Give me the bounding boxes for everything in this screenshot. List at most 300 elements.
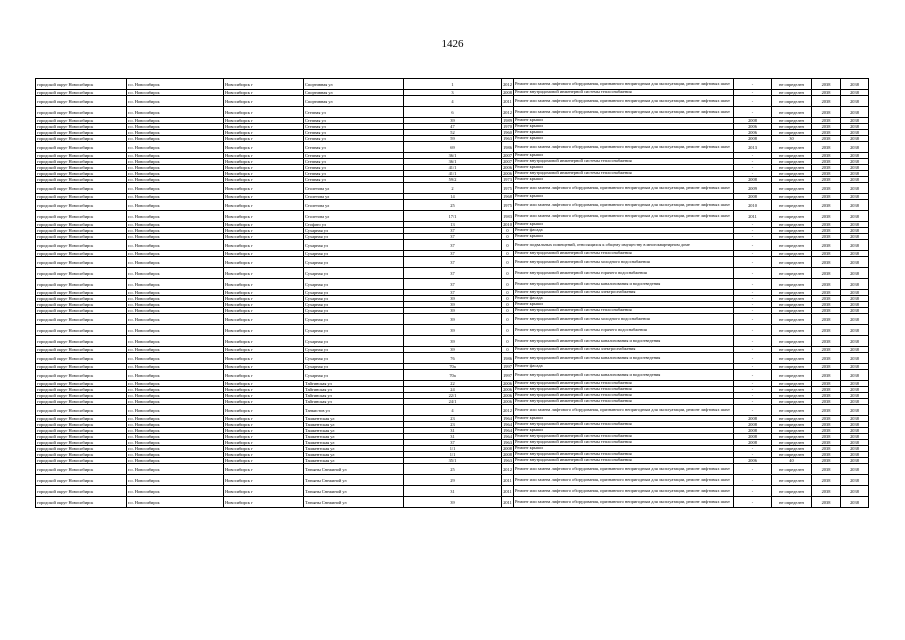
start-year-cell: 2038 [812,257,841,268]
district-cell: г.о. Новосибирск [127,171,224,177]
work-type-cell: Ремонт внутридомовой инженерной системы теплоснабжения [514,399,734,405]
work-type-cell: Ремонт фасада [514,296,734,302]
house-number-cell: 14 [404,194,502,200]
start-year-cell: 2038 [812,124,841,130]
municipality-cell: городской округ Новосибирск [36,325,127,336]
start-year-cell: 2038 [812,325,841,336]
street-cell: Сухарная ул [304,308,404,314]
cost-cell: не определен [772,434,812,440]
district-cell: г.о. Новосибирск [127,279,224,290]
street-cell: Столетова ул [304,194,404,200]
year-built-cell: 0 [502,240,514,251]
end-year-cell: 2038 [841,393,869,399]
city-cell: Новосибирск г [224,434,304,440]
work-type-cell: Ремонт или замена лифтового оборудования, признанного непригодным для эксплуатации, ремонт лифтовых шахт [514,200,734,211]
district-cell: г.о. Новосибирск [127,90,224,96]
house-number-cell: 31 [404,486,502,497]
last-repair-year-cell: 2008 [734,194,772,200]
district-cell: г.о. Новосибирск [127,183,224,194]
city-cell: Новосибирск г [224,370,304,381]
city-cell: Новосибирск г [224,393,304,399]
house-number-cell: 37 [404,240,502,251]
end-year-cell: 2038 [841,194,869,200]
table-row [36,405,869,416]
year-built-cell: 0 [502,302,514,308]
municipality-cell: городской округ Новосибирск [36,353,127,364]
municipality-cell: городской округ Новосибирск [36,336,127,347]
last-repair-year-cell: - [734,387,772,393]
street-cell: Тайгинская ул [304,399,404,405]
house-number-cell: 69 [404,142,502,153]
street-cell: Сухарная ул [304,302,404,308]
district-cell: г.о. Новосибирск [127,353,224,364]
end-year-cell: 2038 [841,142,869,153]
start-year-cell: 2038 [812,79,841,90]
cost-cell: не определен [772,107,812,118]
street-cell: Сухарная ул [304,257,404,268]
cost-cell: не определен [772,211,812,222]
district-cell: г.о. Новосибирск [127,194,224,200]
table-row [36,268,869,279]
end-year-cell: 2038 [841,452,869,458]
last-repair-year-cell: - [734,107,772,118]
year-built-cell: 2011 [502,486,514,497]
street-cell: Ташкентская ул [304,416,404,422]
street-cell: Тайгинская ул [304,387,404,393]
start-year-cell: 2038 [812,222,841,228]
year-built-cell: 1964 [503,428,512,433]
work-type-cell: Ремонт крыши [514,136,734,142]
street-cell: Степная ул [304,124,404,130]
city-cell: Новосибирск г [224,234,304,240]
city-cell: Новосибирск г [224,159,304,165]
street-cell: Татьяны Снежиной ул [304,486,404,497]
municipality-cell: городской округ Новосибирск [36,228,127,234]
year-built-cell: 2007 [503,153,512,158]
municipality-cell: городской округ Новосибирск [36,405,127,416]
last-repair-year-cell: - [734,381,772,387]
cost-cell: не определен [772,416,812,422]
work-type-cell: Ремонт крыши [514,222,734,228]
district-cell: г.о. Новосибирск [127,308,224,314]
district-cell: г.о. Новосибирск [127,486,224,497]
start-year-cell: 2038 [812,228,841,234]
city-cell: Новосибирск г [224,79,304,90]
table-row [36,200,869,211]
year-built-cell: 0 [502,336,514,347]
work-type-cell: Ремонт крыши [514,446,734,452]
last-repair-year-cell: - [734,452,772,458]
house-number-cell: 70a [404,370,502,381]
district-cell: г.о. Новосибирск [127,405,224,416]
house-number-cell: 31 [404,428,502,434]
city-cell: Новосибирск г [224,416,304,422]
house-number-cell: 39 [404,325,502,336]
district-cell: г.о. Новосибирск [127,257,224,268]
municipality-cell: городской округ Новосибирск [36,165,127,171]
street-cell: Степная ул [304,107,404,118]
start-year-cell: 2038 [812,153,841,159]
municipality-cell: городской округ Новосибирск [36,446,127,452]
street-cell: Степная ул [304,177,404,183]
street-cell: Сухарная ул [304,251,404,257]
start-year-cell: 2038 [812,347,841,353]
start-year-cell: 2038 [812,497,841,508]
municipality-cell: городской округ Новосибирск [36,268,127,279]
street-cell: Тайгинская ул [304,393,404,399]
cost-cell: не определен [772,302,812,308]
city-cell: Новосибирск г [224,347,304,353]
table-row [36,183,869,194]
district-cell: г.о. Новосибирск [127,251,224,257]
cost-cell: не определен [772,251,812,257]
district-cell: г.о. Новосибирск [127,200,224,211]
cost-cell: не определен [772,234,812,240]
city-cell: Новосибирск г [224,353,304,364]
district-cell: г.о. Новосибирск [127,228,224,234]
end-year-cell: 2038 [841,475,869,486]
start-year-cell: 2038 [812,159,841,165]
street-cell: Танкистов ул [304,405,404,416]
start-year-cell: 2038 [812,118,841,124]
district-cell: г.о. Новосибирск [127,452,224,458]
cost-cell: не определен [772,222,812,228]
end-year-cell: 2038 [841,240,869,251]
cost-cell: не определен [772,370,812,381]
last-repair-year-cell: 2010 [734,200,772,211]
house-number-cell: 22 [404,381,502,387]
city-cell: Новосибирск г [224,107,304,118]
last-repair-year-cell: 2011 [734,211,772,222]
year-built-cell: 1963 [503,440,512,445]
street-cell: Ташкентская ул [304,440,404,446]
cost-cell: не определен [772,452,812,458]
district-cell: г.о. Новосибирск [127,96,224,107]
last-repair-year-cell: - [734,290,772,296]
start-year-cell: 2038 [812,458,841,464]
year-built-cell: 0 [502,347,514,353]
last-repair-year-cell: 2009 [734,183,772,194]
city-cell: Новосибирск г [224,240,304,251]
end-year-cell: 2038 [841,177,869,183]
cost-cell: не определен [772,347,812,353]
district-cell: г.о. Новосибирск [127,497,224,508]
street-cell: Татьяны Снежиной ул [304,497,404,508]
work-type-cell: Ремонт подвальных помещений, относящихся к общему имуществу в многоквартирном доме [514,240,734,251]
municipality-cell: городской округ Новосибирск [36,475,127,486]
end-year-cell: 2038 [841,353,869,364]
street-cell: Сухарная ул [304,347,404,353]
district-cell: г.о. Новосибирск [127,475,224,486]
last-repair-year-cell: 2013 [734,142,772,153]
city-cell: Новосибирск г [224,257,304,268]
last-repair-year-cell: - [734,370,772,381]
municipality-cell: городской округ Новосибирск [36,370,127,381]
start-year-cell: 2038 [812,405,841,416]
start-year-cell: 2038 [812,364,841,370]
table-row [36,497,869,508]
start-year-cell: 2038 [812,177,841,183]
cost-cell: не определен [772,497,812,508]
municipality-cell: городской округ Новосибирск [36,486,127,497]
work-type-cell: Ремонт внутридомовой инженерной системы горячего водоснабжения [514,268,734,279]
house-number-cell: 29 [404,475,502,486]
house-number-cell: 1/1 [404,446,502,452]
start-year-cell: 2038 [812,440,841,446]
start-year-cell: 2038 [812,464,841,475]
district-cell: г.о. Новосибирск [127,336,224,347]
year-built-cell: 2010 [503,222,512,227]
street-cell: Сухарная ул [304,353,404,364]
year-built-cell: 2012 [502,405,514,416]
last-repair-year-cell: - [734,347,772,353]
house-number-cell: 24 [404,387,502,393]
municipality-cell: городской округ Новосибирск [36,452,127,458]
district-cell: г.о. Новосибирск [127,393,224,399]
start-year-cell: 2038 [812,96,841,107]
street-cell: Столетова ул [304,183,404,194]
last-repair-year-cell: 2008 [734,428,772,434]
street-cell: Сухарная ул [304,325,404,336]
cost-cell: не определен [772,268,812,279]
end-year-cell: 2038 [841,124,869,130]
start-year-cell: 2038 [812,194,841,200]
municipality-cell: городской округ Новосибирск [36,387,127,393]
last-repair-year-cell: - [734,464,772,475]
street-cell: Стофато ул [304,222,404,228]
end-year-cell: 2038 [841,302,869,308]
last-repair-year-cell: - [734,475,772,486]
cost-cell: не определен [772,228,812,234]
start-year-cell: 2038 [812,200,841,211]
year-built-cell: 2012 [502,107,514,118]
start-year-cell: 2038 [812,428,841,434]
work-type-cell: Ремонт крыши [514,165,734,171]
city-cell: Новосибирск г [224,165,304,171]
street-cell: Спортивная ул [304,79,404,90]
end-year-cell: 2038 [841,370,869,381]
house-number-cell: 13 [404,222,502,228]
municipality-cell: городской округ Новосибирск [36,308,127,314]
municipality-cell: городской округ Новосибирск [36,251,127,257]
end-year-cell: 2038 [841,405,869,416]
house-number-cell: 24/1 [404,399,502,405]
last-repair-year-cell: - [734,399,772,405]
year-built-cell: 1968 [503,194,512,199]
city-cell: Новосибирск г [224,497,304,508]
end-year-cell: 2038 [841,107,869,118]
house-number-cell: 35/1 [404,458,502,464]
start-year-cell: 2038 [812,268,841,279]
year-built-cell: 0 [502,268,514,279]
year-built-cell: 0 [502,308,514,314]
year-built-cell: 2006 [503,393,512,398]
start-year-cell: 2038 [812,446,841,452]
end-year-cell: 2038 [841,200,869,211]
year-built-cell: 0 [502,234,514,240]
work-type-cell: Ремонт или замена лифтового оборудования, признанного непригодным для эксплуатации, ремонт лифтовых шахт [514,211,734,222]
municipality-cell: городской округ Новосибирск [36,296,127,302]
end-year-cell: 2038 [841,153,869,159]
end-year-cell: 2038 [841,79,869,90]
street-cell: Ташкентская ул [304,446,404,452]
end-year-cell: 2038 [841,387,869,393]
municipality-cell: городской округ Новосибирск [36,440,127,446]
year-built-cell: 2006 [503,387,512,392]
street-cell: Степная ул [304,171,404,177]
street-cell: Ташкентская ул [304,434,404,440]
year-built-cell: 1975 [502,183,514,194]
year-built-cell: 1963 [503,136,512,141]
last-repair-year-cell: - [734,325,772,336]
municipality-cell: городской округ Новосибирск [36,200,127,211]
end-year-cell: 2038 [841,234,869,240]
street-cell: Спортивная ул [304,96,404,107]
last-repair-year-cell: - [734,165,772,171]
start-year-cell: 2038 [812,240,841,251]
start-year-cell: 2038 [812,234,841,240]
street-cell: Сухарная ул [304,364,404,370]
street-cell: Ташкентская ул [304,458,404,464]
municipality-cell: городской округ Новосибирск [36,211,127,222]
end-year-cell: 2038 [841,257,869,268]
end-year-cell: 2038 [841,364,869,370]
work-type-cell: Ремонт крыши [514,428,734,434]
end-year-cell: 2038 [841,440,869,446]
street-cell: Сухарная ул [304,234,404,240]
work-type-cell: Ремонт внутридомовой инженерной системы теплоснабжения [514,452,734,458]
municipality-cell: городской округ Новосибирск [36,194,127,200]
last-repair-year-cell: 2008 [734,422,772,428]
end-year-cell: 2038 [841,136,869,142]
city-cell: Новосибирск г [224,177,304,183]
municipality-cell: городской округ Новосибирск [36,434,127,440]
last-repair-year-cell: - [734,393,772,399]
year-built-cell: 1983 [502,211,514,222]
work-type-cell: Ремонт внутридомовой инженерной системы теплоснабжения [514,458,734,464]
cost-cell: не определен [772,279,812,290]
municipality-cell: городской округ Новосибирск [36,364,127,370]
work-type-cell: Ремонт крыши [514,416,734,422]
end-year-cell: 2038 [841,251,869,257]
municipality-cell: городской округ Новосибирск [36,177,127,183]
year-built-cell: 2008 [503,446,512,451]
work-type-cell: Ремонт внутридомовой инженерной системы теплоснабжения [514,434,734,440]
last-repair-year-cell: - [734,296,772,302]
district-cell: г.о. Новосибирск [127,428,224,434]
cost-cell: не определен [772,364,812,370]
work-type-cell: Ремонт внутридомовой инженерной системы теплоснабжения [514,308,734,314]
end-year-cell: 2038 [841,325,869,336]
district-cell: г.о. Новосибирск [127,422,224,428]
work-type-cell: Ремонт внутридомовой инженерной системы электроснабжения [514,290,734,296]
house-number-cell: 31 [404,434,502,440]
city-cell: Новосибирск г [224,475,304,486]
last-repair-year-cell: - [734,279,772,290]
street-cell: Сухарная ул [304,240,404,251]
house-number-cell: 52 [404,130,502,136]
house-number-cell: 2 [404,183,502,194]
table-row [36,464,869,475]
end-year-cell: 2038 [841,497,869,508]
work-type-cell: Ремонт крыши [514,177,734,183]
cost-cell: не определен [772,464,812,475]
table-row [36,96,869,107]
start-year-cell: 2038 [812,314,841,325]
work-type-cell: Ремонт или замена лифтового оборудования, признанного непригодным для эксплуатации, ремонт лифтовых шахт [514,107,734,118]
year-built-cell: 1964 [503,422,512,427]
end-year-cell: 2038 [841,336,869,347]
cost-cell: не определен [772,475,812,486]
city-cell: Новосибирск г [224,222,304,228]
city-cell: Новосибирск г [224,279,304,290]
year-built-cell: 0 [502,279,514,290]
table-row [36,211,869,222]
end-year-cell: 2038 [841,428,869,434]
city-cell: Новосибирск г [224,290,304,296]
work-type-cell: Ремонт или замена лифтового оборудования, признанного непригодным для эксплуатации, ремонт лифтовых шахт [514,475,734,486]
municipality-cell: городской округ Новосибирск [36,458,127,464]
last-repair-year-cell: - [734,159,772,165]
cost-cell: не определен [772,165,812,171]
work-type-cell: Ремонт внутридомовой инженерной системы теплоснабжения [514,393,734,399]
house-number-cell: 36/1 [404,153,502,159]
cost-cell: не определен [772,387,812,393]
work-type-cell: Ремонт внутридомовой инженерной системы холодного водоснабжения [514,314,734,325]
start-year-cell: 2038 [812,136,841,142]
work-type-cell: Ремонт внутридомовой инженерной системы канализования и водоотведения [514,353,734,364]
start-year-cell: 2038 [812,308,841,314]
year-built-cell: 1973 [503,177,512,182]
last-repair-year-cell: - [734,446,772,452]
year-built-cell: 2008 [503,90,512,95]
last-repair-year-cell: - [734,353,772,364]
cost-cell: 40 [772,458,812,464]
year-built-cell: 2011 [502,497,514,508]
last-repair-year-cell: - [734,96,772,107]
year-built-cell: 2012 [502,464,514,475]
work-type-cell: Ремонт или замена лифтового оборудования, признанного непригодным для эксплуатации, ремонт лифтовых шахт [514,497,734,508]
municipality-cell: городской округ Новосибирск [36,171,127,177]
street-cell: Степная ул [304,165,404,171]
end-year-cell: 2038 [841,422,869,428]
city-cell: Новосибирск г [224,296,304,302]
cost-cell: не определен [772,486,812,497]
street-cell: Ташкентская ул [304,428,404,434]
municipality-cell: городской округ Новосибирск [36,234,127,240]
district-cell: г.о. Новосибирск [127,387,224,393]
city-cell: Новосибирск г [224,194,304,200]
city-cell: Новосибирск г [224,464,304,475]
cost-cell: 30 [772,136,812,142]
end-year-cell: 2038 [841,486,869,497]
year-built-cell: 1997 [503,364,512,369]
city-cell: Новосибирск г [224,136,304,142]
cost-cell: не определен [772,399,812,405]
municipality-cell: городской округ Новосибирск [36,314,127,325]
year-built-cell: 2011 [502,475,514,486]
start-year-cell: 2038 [812,434,841,440]
last-repair-year-cell: 2008 [734,136,772,142]
district-cell: г.о. Новосибирск [127,234,224,240]
house-number-cell: 39 [404,302,502,308]
cost-cell: не определен [772,257,812,268]
cost-cell: не определен [772,159,812,165]
table-row [36,336,869,347]
work-type-cell: Ремонт внутридомовой инженерной системы теплоснабжения [514,159,734,165]
work-type-cell: Ремонт внутридомовой инженерной системы теплоснабжения [514,387,734,393]
end-year-cell: 2038 [841,464,869,475]
